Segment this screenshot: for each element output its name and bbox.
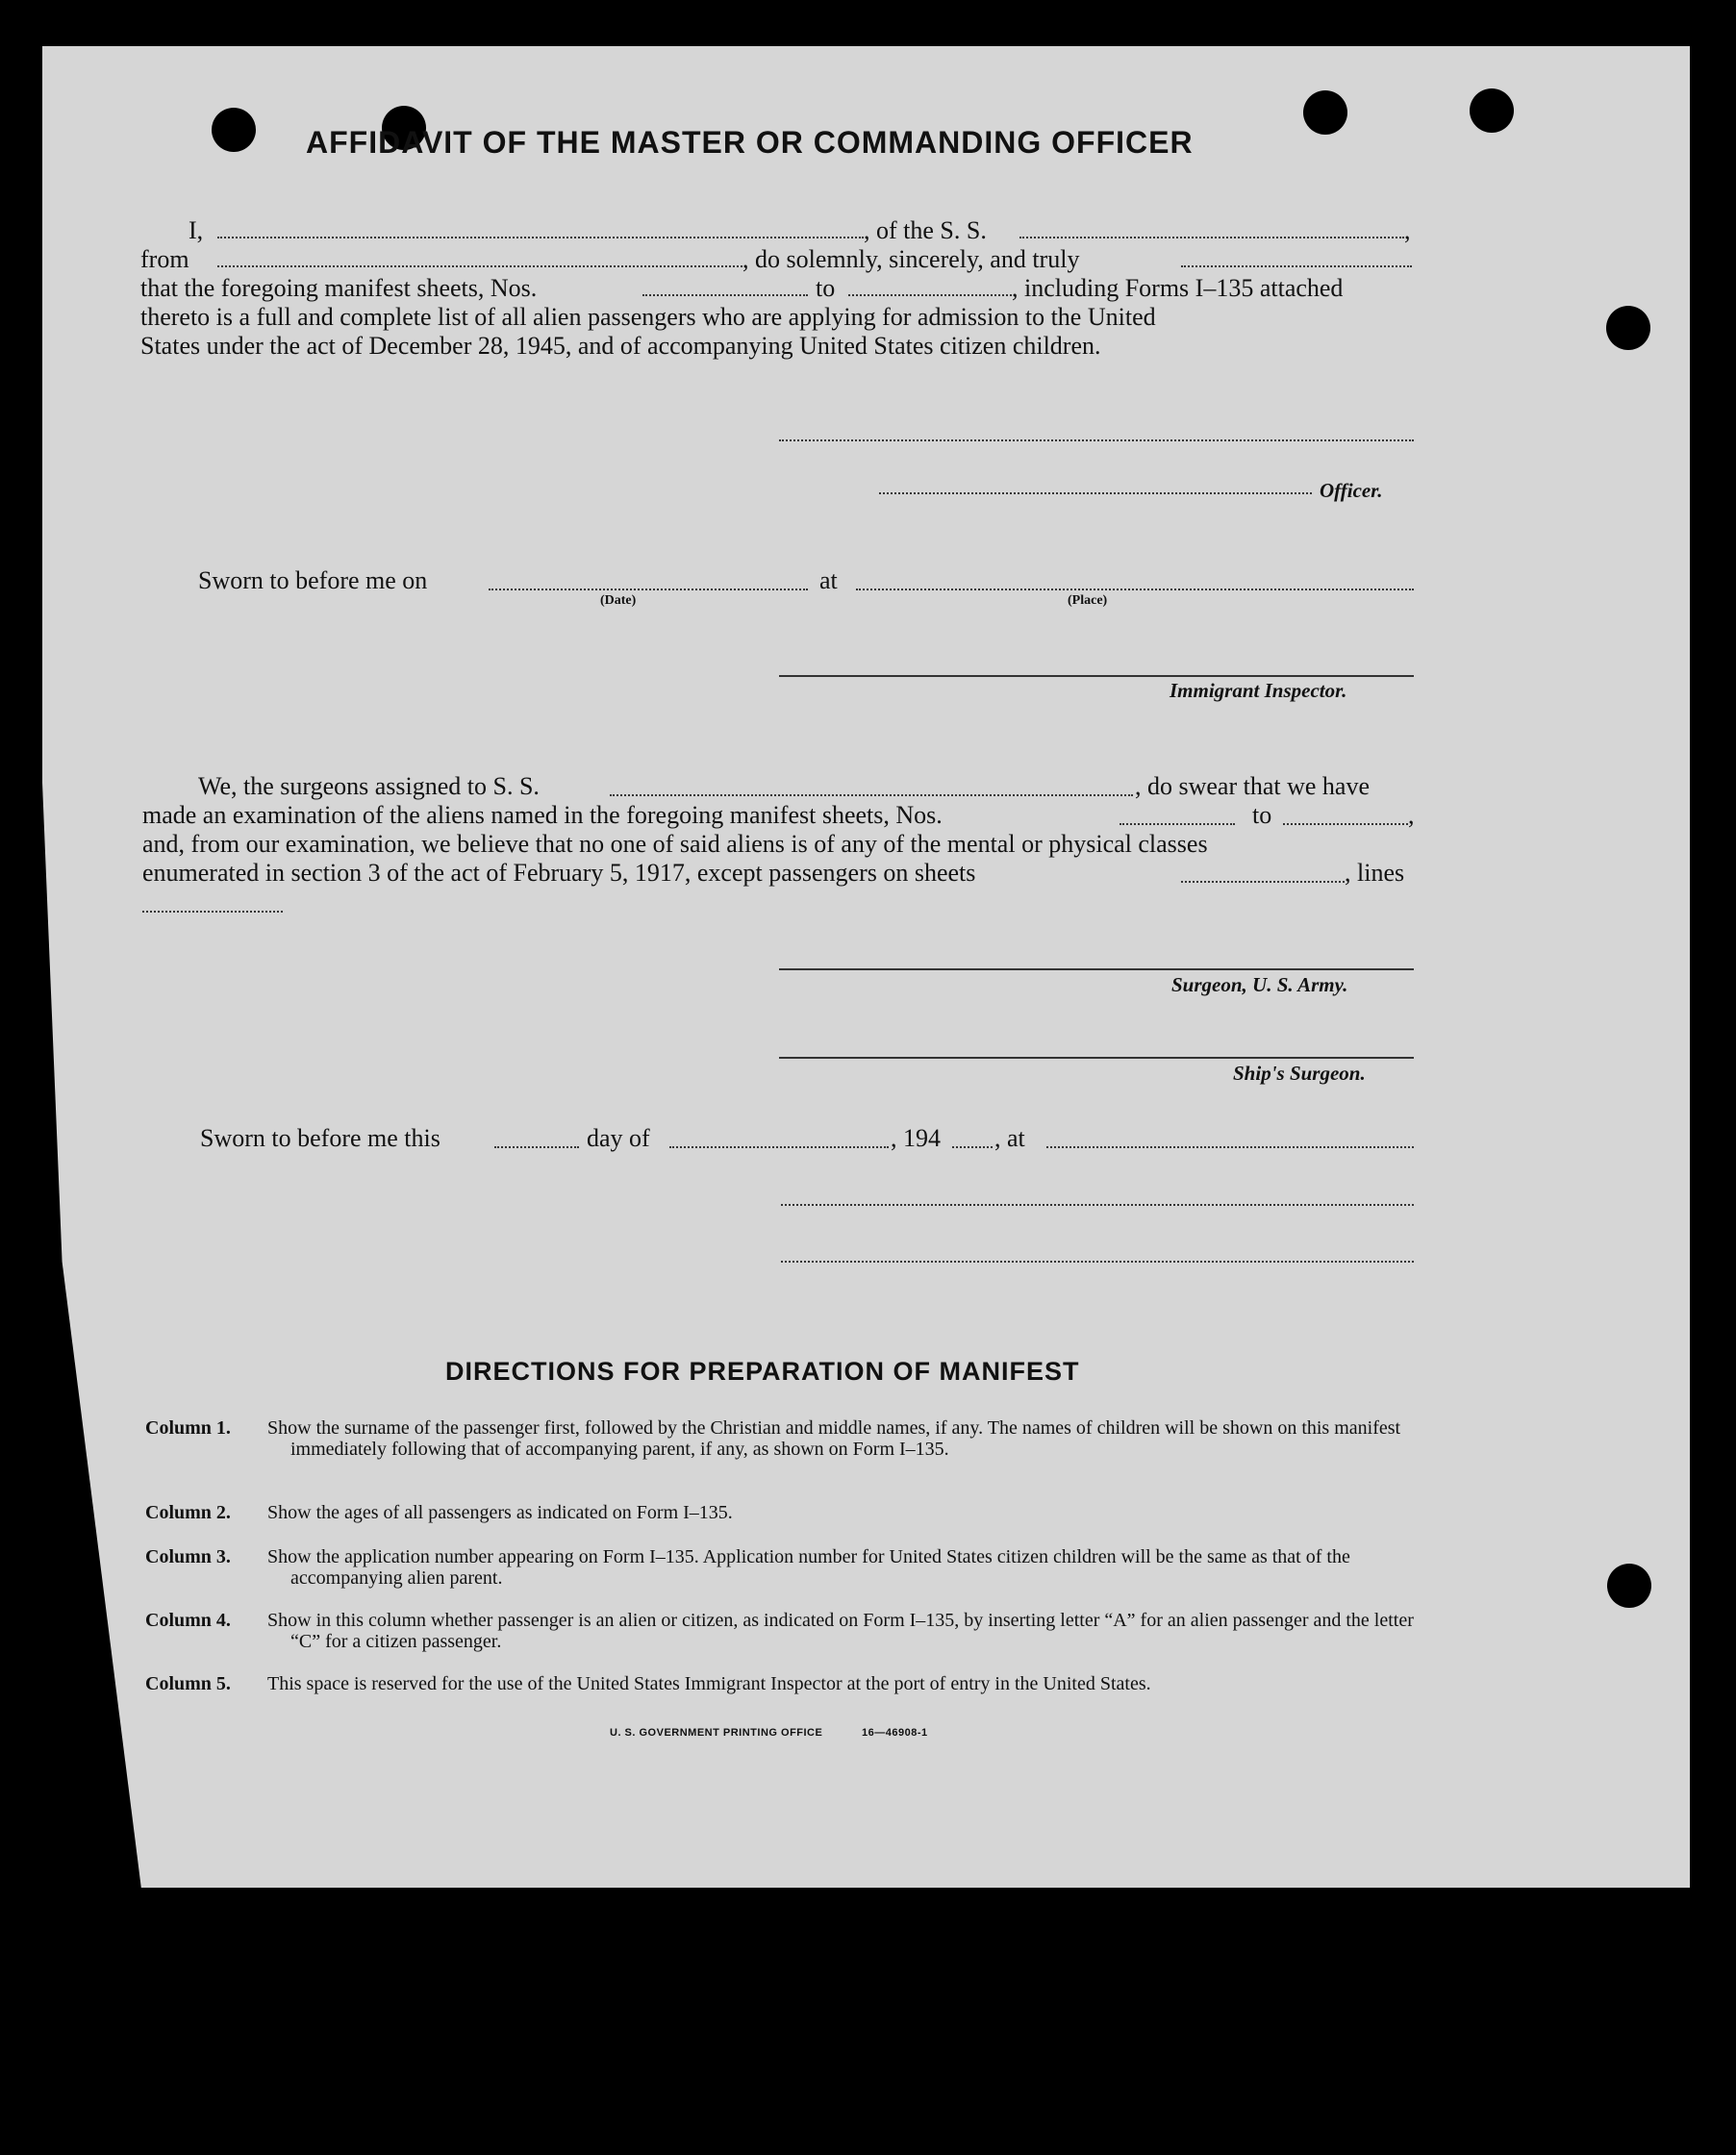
affidavit-sheets: that the foregoing manifest sheets, Nos. (140, 274, 538, 302)
master-signature-line[interactable] (779, 439, 1414, 441)
column-2-label: Column 2. (145, 1502, 231, 1523)
sheet-from-field[interactable] (642, 294, 808, 296)
from-port-field[interactable] (217, 265, 742, 267)
column-3-text: Show the application number appearing on Form I–135. Application number for United States citizen children will be the same as that of the accompanying alien parent. (267, 1546, 1350, 1589)
column-1-label: Column 1. (145, 1417, 231, 1439)
date-caption: (Date) (600, 593, 637, 608)
affidavit-line4: thereto is a full and complete list of all alien passengers who are applying for admission to the United (140, 303, 1156, 331)
affidavit-line5: States under the act of December 28, 1945, and of accompanying United States citizen children. (140, 332, 1101, 360)
sworn-year-field[interactable] (952, 1146, 993, 1148)
sworn-day-field[interactable] (494, 1146, 579, 1148)
sworn-year: , 194 (891, 1124, 941, 1152)
ship-name-field[interactable] (1019, 237, 1404, 238)
ship-surgeon-label: Ship's Surgeon. (1233, 1062, 1366, 1085)
column-2-text: Show the ages of all passengers as indicated on Form I–135. (267, 1502, 733, 1523)
affidavit-i: I, (189, 216, 204, 244)
affidavit-title: AFFIDAVIT OF THE MASTER OR COMMANDING OFFICER (306, 125, 1194, 160)
punch-hole (1607, 1564, 1651, 1608)
surgeons-line1: We, the surgeons assigned to S. S. (198, 772, 540, 800)
punch-hole (1303, 90, 1347, 135)
column-3-label: Column 3. (145, 1546, 231, 1567)
exception-sheets-field[interactable] (1181, 881, 1345, 883)
form-code: 16—46908-1 (862, 1727, 928, 1739)
ship-surgeon-signature-line[interactable] (779, 1057, 1414, 1059)
affidavit-of-ss: , of the S. S. (864, 216, 987, 244)
signature-line[interactable] (781, 1204, 1414, 1206)
signature-line[interactable] (781, 1261, 1414, 1263)
exception-lines-field[interactable] (142, 911, 283, 913)
sworn-at: at (819, 566, 838, 594)
sworn-place-field-2[interactable] (1046, 1146, 1414, 1148)
army-surgeon-signature-line[interactable] (779, 968, 1414, 970)
column-5-label: Column 5. (145, 1673, 231, 1694)
printer-imprint: U. S. GOVERNMENT PRINTING OFFICE (610, 1727, 823, 1739)
officer-signature-line[interactable] (879, 492, 1312, 494)
column-1-text: Show the surname of the passenger first, followed by the Christian and middle names, if any. The names of children will be shown on this manifest immediately following that of accompanying parent, if any, as shown on Form I–135. (267, 1417, 1401, 1460)
punch-hole (212, 108, 256, 152)
surgeon-sheet-to-field[interactable] (1283, 823, 1408, 825)
army-surgeon-label: Surgeon, U. S. Army. (1171, 973, 1348, 996)
surgeons-line3: and, from our examination, we believe that no one of said aliens is of any of the mental or physical classes (142, 830, 1208, 858)
column-4-text: Show in this column whether passenger is an alien or citizen, as indicated on Form I–135, by inserting letter “A” for an alien passenger and the letter “C” for a citizen passenger. (267, 1610, 1414, 1652)
affidavit-comma: , (1404, 216, 1411, 244)
surgeon-ship-field[interactable] (610, 794, 1133, 796)
punch-hole (1470, 88, 1514, 133)
punch-hole (1606, 306, 1650, 350)
surgeons-lines: , lines (1345, 859, 1405, 887)
officer-label: Officer. (1320, 479, 1383, 502)
sheet-to-field[interactable] (848, 294, 1012, 296)
affidavit-oath-field[interactable] (1181, 265, 1412, 267)
sworn-this: Sworn to before me this (200, 1124, 440, 1152)
surgeons-to: to (1252, 801, 1272, 829)
inspector-signature-line[interactable] (779, 675, 1414, 677)
sworn-month-field[interactable] (669, 1146, 889, 1148)
surgeons-swear: , do swear that we have (1135, 772, 1371, 800)
directions-title: DIRECTIONS FOR PREPARATION OF MANIFEST (445, 1357, 1080, 1386)
sworn-before-on: Sworn to before me on (198, 566, 428, 594)
surgeon-sheet-from-field[interactable] (1120, 823, 1235, 825)
affidavit-solemnly: , do solemnly, sincerely, and truly (742, 245, 1080, 273)
sworn-day-of: day of (587, 1124, 650, 1152)
master-name-field[interactable] (217, 237, 864, 238)
surgeons-line4: enumerated in section 3 of the act of February 5, 1917, except passengers on sheets (142, 859, 976, 887)
column-5-text: This space is reserved for the use of the United States Immigrant Inspector at the port of entry in the United States. (267, 1673, 1151, 1694)
inspector-label: Immigrant Inspector. (1170, 679, 1347, 702)
affidavit-forms: , including Forms I–135 attached (1012, 274, 1344, 302)
affidavit-to: to (816, 274, 836, 302)
place-caption: (Place) (1068, 593, 1108, 608)
surgeons-comma: , (1408, 801, 1415, 829)
sworn-place-field[interactable] (856, 589, 1414, 590)
sworn-at-2: , at (994, 1124, 1025, 1152)
affidavit-from: from (140, 245, 189, 273)
surgeons-line2: made an examination of the aliens named in the foregoing manifest sheets, Nos. (142, 801, 943, 829)
column-4-label: Column 4. (145, 1610, 231, 1631)
sworn-date-field[interactable] (489, 589, 808, 590)
